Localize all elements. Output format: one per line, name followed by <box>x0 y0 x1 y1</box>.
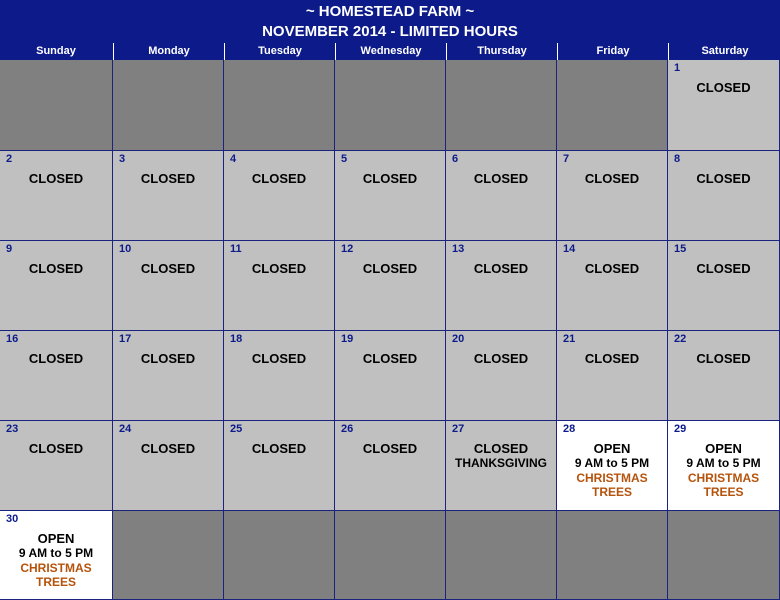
day-cell-2 <box>0 151 112 240</box>
status-label: CLOSED <box>362 351 418 366</box>
empty-day-cell <box>335 511 445 599</box>
status-label: OPEN <box>593 441 631 456</box>
status-label: CLOSED <box>140 171 196 186</box>
day-cell-14 <box>557 241 667 330</box>
empty-day-cell <box>668 511 779 599</box>
day-number: 20 <box>452 333 465 345</box>
day-number: 1 <box>674 62 681 74</box>
weekday-tuesday: Tuesday <box>224 43 335 60</box>
status-label: CLOSED <box>251 351 307 366</box>
holiday-note: THANKSGIVING <box>454 456 547 470</box>
empty-day-cell <box>224 511 334 599</box>
event-label: TREES <box>591 485 632 499</box>
status-label: CLOSED <box>584 171 640 186</box>
day-number: 29 <box>674 423 687 435</box>
day-status <box>668 80 779 95</box>
empty-day-cell <box>557 60 667 150</box>
day-cell-28 <box>557 421 667 510</box>
empty-day-cell <box>446 60 556 150</box>
status-label: CLOSED <box>251 171 307 186</box>
open-hours: 9 AM to 5 PM <box>686 456 761 470</box>
status-label: CLOSED <box>696 171 751 186</box>
day-status <box>113 171 223 186</box>
empty-day-cell <box>446 511 556 599</box>
day-number: 13 <box>452 243 465 255</box>
status-label: CLOSED <box>473 441 529 456</box>
empty-day-cell <box>113 60 223 150</box>
day-number: 12 <box>341 243 354 255</box>
day-number: 11 <box>230 243 242 255</box>
day-status <box>224 441 334 456</box>
day-number: 4 <box>230 153 237 165</box>
day-number: 2 <box>6 153 13 165</box>
day-number: 28 <box>563 423 576 435</box>
day-status <box>335 261 445 276</box>
status-label: CLOSED <box>362 261 418 276</box>
open-hours: 9 AM to 5 PM <box>18 546 94 560</box>
status-label: OPEN <box>705 441 742 456</box>
event-label: TREES <box>703 485 744 499</box>
farm-title: ~ HOMESTEAD FARM ~ <box>305 3 475 20</box>
day-cell-10 <box>113 241 223 330</box>
day-status <box>446 441 556 471</box>
status-label: CLOSED <box>473 351 529 366</box>
day-number: 6 <box>452 153 459 165</box>
status-label: CLOSED <box>140 351 196 366</box>
day-status <box>0 531 112 589</box>
day-cell-16 <box>0 331 112 420</box>
day-cell-6 <box>446 151 556 240</box>
day-status <box>668 351 779 366</box>
empty-day-cell <box>224 60 334 150</box>
day-number: 16 <box>6 333 19 345</box>
day-cell-12 <box>335 241 445 330</box>
weekday-wednesday: Wednesday <box>335 43 446 60</box>
status-label: OPEN <box>37 531 75 546</box>
day-cell-4 <box>224 151 334 240</box>
status-label: CLOSED <box>251 261 307 276</box>
calendar-grid <box>0 60 780 600</box>
day-cell-15 <box>668 241 779 330</box>
day-number: 10 <box>119 243 132 255</box>
day-status <box>557 441 667 499</box>
calendar-header <box>0 0 780 43</box>
weekday-friday: Friday <box>557 43 668 60</box>
day-number: 24 <box>119 423 132 435</box>
day-status <box>668 261 779 276</box>
weekday-thursday: Thursday <box>446 43 557 60</box>
weekday-saturday: Saturday <box>668 43 780 60</box>
status-label: CLOSED <box>251 441 307 456</box>
day-status <box>224 261 334 276</box>
open-hours: 9 AM to 5 PM <box>574 456 650 470</box>
day-cell-13 <box>446 241 556 330</box>
event-label: TREES <box>35 575 76 589</box>
day-cell-25 <box>224 421 334 510</box>
day-status <box>668 171 779 186</box>
empty-day-cell <box>557 511 667 599</box>
day-number: 26 <box>341 423 354 435</box>
day-cell-3 <box>113 151 223 240</box>
day-cell-5 <box>335 151 445 240</box>
status-label: CLOSED <box>584 351 640 366</box>
month-title: NOVEMBER 2014 - LIMITED HOURS <box>262 23 518 40</box>
day-cell-24 <box>113 421 223 510</box>
day-status <box>0 171 112 186</box>
day-cell-27 <box>446 421 556 510</box>
event-label: CHRISTMAS <box>687 471 760 485</box>
day-cell-1 <box>668 60 779 150</box>
day-number: 23 <box>6 423 19 435</box>
day-status <box>335 351 445 366</box>
status-label: CLOSED <box>140 441 196 456</box>
day-cell-29 <box>668 421 779 510</box>
day-status <box>668 441 779 499</box>
day-number: 9 <box>6 243 13 255</box>
day-number: 8 <box>674 153 681 165</box>
day-number: 27 <box>452 423 465 435</box>
day-number: 17 <box>119 333 132 345</box>
day-status <box>0 351 112 366</box>
event-label: CHRISTMAS <box>576 471 648 485</box>
empty-day-cell <box>335 60 445 150</box>
weekday-monday: Monday <box>113 43 224 60</box>
day-number: 3 <box>119 153 126 165</box>
day-number: 5 <box>341 153 348 165</box>
day-cell-20 <box>446 331 556 420</box>
day-number: 14 <box>563 243 576 255</box>
empty-day-cell <box>113 511 223 599</box>
day-number: 25 <box>230 423 243 435</box>
day-cell-8 <box>668 151 779 240</box>
day-status <box>0 441 112 456</box>
day-status <box>446 171 556 186</box>
day-status <box>113 351 223 366</box>
status-label: CLOSED <box>28 351 84 366</box>
status-label: CLOSED <box>696 351 751 366</box>
day-cell-9 <box>0 241 112 330</box>
day-status <box>557 351 667 366</box>
empty-day-cell <box>0 60 112 150</box>
status-label: CLOSED <box>362 441 418 456</box>
day-number: 21 <box>563 333 576 345</box>
status-label: CLOSED <box>473 261 529 276</box>
event-label: CHRISTMAS <box>20 561 92 575</box>
day-number: 18 <box>230 333 243 345</box>
day-cell-21 <box>557 331 667 420</box>
status-label: CLOSED <box>696 261 751 276</box>
status-label: CLOSED <box>362 171 418 186</box>
day-number: 15 <box>674 243 687 255</box>
day-status <box>335 171 445 186</box>
day-status <box>113 441 223 456</box>
weekday-header-row <box>0 43 780 60</box>
day-cell-19 <box>335 331 445 420</box>
day-cell-30 <box>0 511 112 599</box>
day-cell-26 <box>335 421 445 510</box>
day-cell-17 <box>113 331 223 420</box>
status-label: CLOSED <box>28 261 84 276</box>
day-number: 19 <box>341 333 354 345</box>
status-label: CLOSED <box>140 261 196 276</box>
status-label: CLOSED <box>28 171 84 186</box>
day-status <box>335 441 445 456</box>
day-status <box>224 351 334 366</box>
day-cell-23 <box>0 421 112 510</box>
day-status <box>446 261 556 276</box>
status-label: CLOSED <box>28 441 84 456</box>
day-status <box>224 171 334 186</box>
day-status <box>113 261 223 276</box>
day-number: 30 <box>6 513 19 525</box>
status-label: CLOSED <box>696 80 751 95</box>
day-status <box>557 261 667 276</box>
day-cell-7 <box>557 151 667 240</box>
day-number: 7 <box>563 153 570 165</box>
day-status <box>0 261 112 276</box>
day-cell-11 <box>224 241 334 330</box>
day-number: 22 <box>674 333 687 345</box>
status-label: CLOSED <box>473 171 529 186</box>
status-label: CLOSED <box>584 261 640 276</box>
day-cell-22 <box>668 331 779 420</box>
day-cell-18 <box>224 331 334 420</box>
day-status <box>557 171 667 186</box>
day-status <box>446 351 556 366</box>
weekday-sunday: Sunday <box>36 45 76 57</box>
